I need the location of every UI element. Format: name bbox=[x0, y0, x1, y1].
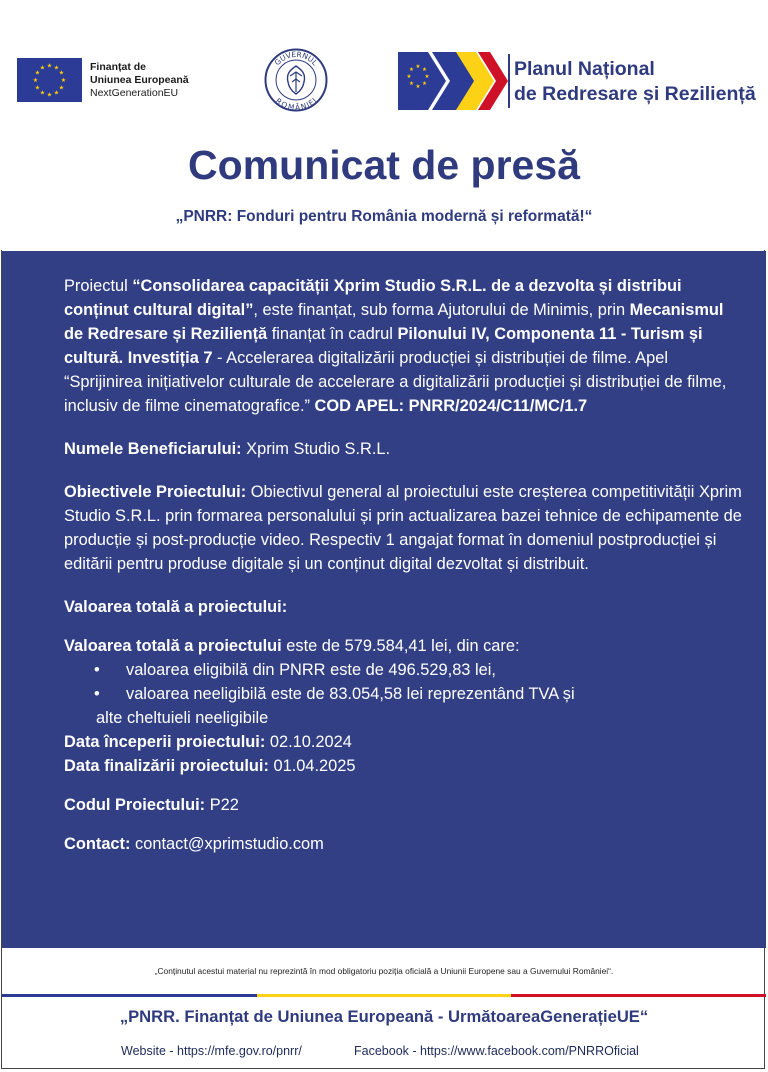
svg-text:★: ★ bbox=[34, 69, 41, 77]
project-code-value: P22 bbox=[205, 796, 239, 814]
intro-text-2: , este finanțat, sub forma Ajutorului de Minimis, prin bbox=[253, 301, 630, 319]
bullet-continuation: alte cheltuieli neeligibile bbox=[96, 709, 269, 727]
contact-email[interactable]: contact@xprimstudio.com bbox=[130, 835, 324, 853]
svg-text:★: ★ bbox=[53, 64, 60, 72]
svg-text:★: ★ bbox=[58, 84, 65, 92]
pnrr-emblem-icon bbox=[398, 50, 508, 112]
government-seal-icon bbox=[264, 48, 328, 112]
pillar-name: Pilonului IV, Componenta 11 - Turism și cultură. Investiția 7 bbox=[64, 325, 703, 367]
eu-logo-line1: Finanțat de bbox=[90, 60, 147, 73]
pnrr-divider bbox=[508, 54, 510, 108]
svg-text:★: ★ bbox=[415, 64, 421, 70]
svg-text:★: ★ bbox=[415, 84, 421, 90]
svg-text:★: ★ bbox=[60, 77, 67, 84]
start-date-line bbox=[64, 730, 744, 754]
project-code-label: Codul Proiectului: bbox=[64, 796, 206, 814]
beneficiary-value: Xprim Studio S.R.L. bbox=[241, 440, 391, 458]
svg-text:★: ★ bbox=[32, 77, 39, 84]
svg-text:★: ★ bbox=[424, 74, 430, 80]
list-item bbox=[64, 682, 744, 706]
svg-text:★: ★ bbox=[34, 84, 41, 92]
total-value: este de 579.584,41 lei, din care: bbox=[281, 637, 520, 655]
end-date-label: Data finalizării proiectului: bbox=[64, 757, 269, 775]
end-date-value: 01.04.2025 bbox=[268, 757, 356, 775]
total-label: Valoarea totală a proiectului bbox=[64, 637, 282, 655]
bullet-symbol: • bbox=[94, 661, 100, 679]
list-item bbox=[64, 658, 744, 682]
intro-text-3: finanțat în cadrul bbox=[267, 325, 398, 343]
total-heading-text: Valoarea totală a proiectului: bbox=[64, 598, 288, 616]
stripe-yellow bbox=[257, 994, 512, 997]
beneficiary-label: Numele Beneficiarului: bbox=[64, 440, 242, 458]
call-code: COD APEL: PNRR/2024/C11/MC/1.7 bbox=[314, 397, 588, 415]
gov-seal-text-bottom: ROMÂNIEI bbox=[273, 96, 319, 112]
eu-logo-line2: Uniunea Europeană bbox=[90, 73, 189, 86]
footer-title: „PNRR. Finanțat de Uniunea Europeană - UrmătoareaGenerațieUE“ bbox=[119, 1007, 649, 1026]
svg-text:★: ★ bbox=[58, 69, 65, 77]
svg-text:★: ★ bbox=[39, 89, 46, 97]
contact-line bbox=[64, 832, 744, 856]
eu-logo-text bbox=[90, 61, 189, 100]
intro-text-1: Proiectul bbox=[64, 277, 133, 295]
start-date-label: Data începerii proiectului: bbox=[64, 733, 266, 751]
svg-text:★: ★ bbox=[422, 67, 427, 73]
intro-text-4: - Accelerarea digitalizării producției și distribuției de filme. Apel “Sprijinirea inițiativelor culturale de accelerare a digitalizării producției și distribuției de filme, inclusiv de filme cinematografice.” bbox=[64, 349, 727, 415]
svg-text:★: ★ bbox=[406, 74, 412, 80]
total-line bbox=[64, 634, 744, 658]
svg-text:★: ★ bbox=[409, 67, 414, 73]
eu-logo bbox=[17, 58, 189, 102]
svg-text:★: ★ bbox=[46, 62, 53, 70]
intro-paragraph bbox=[64, 274, 744, 418]
project-name: “Consolidarea capacității Xprim Studio S.R.L. de a dezvolta și distribui conținut cultural digital” bbox=[64, 277, 682, 319]
total-heading bbox=[64, 595, 744, 619]
objectives-value: Obiectivul general al proiectului este creșterea competitivității Xprim Studio S.R.L. prin formarea personalului și prin actualizarea bazei tehnice de echipamente de producție și post-producție video. Respectiv 1 angajat format în domeniul postproducției și editării pentru produse digitale și un conținut digital dezvoltat și distribuit. bbox=[64, 483, 742, 573]
pnrr-logo-text bbox=[514, 57, 756, 107]
eu-logo-line3: NextGenerationEU bbox=[90, 86, 179, 99]
value-breakdown-list bbox=[64, 658, 744, 706]
objectives-paragraph bbox=[64, 480, 744, 576]
beneficiary-line bbox=[64, 437, 744, 461]
contact-label: Contact: bbox=[64, 835, 131, 853]
pnrr-line2: de Redresare și Reziliență bbox=[514, 83, 756, 105]
facebook-link[interactable]: Facebook - https://www.facebook.com/PNRROficial bbox=[354, 1044, 639, 1058]
bullet-symbol: • bbox=[94, 685, 100, 703]
svg-text:★: ★ bbox=[46, 91, 53, 99]
svg-text:★: ★ bbox=[53, 89, 60, 97]
mechanism-name: Mecanismul de Redresare și Reziliență bbox=[64, 301, 724, 343]
page-subtitle: „PNRR: Fonduri pentru România modernă și reformată!“ bbox=[175, 208, 593, 225]
website-link[interactable]: Website - https://mfe.gov.ro/pnrr/ bbox=[121, 1044, 302, 1058]
eligible-value: valoarea eligibilă din PNRR este de 496.529,83 lei, bbox=[126, 661, 496, 679]
project-code-line bbox=[64, 793, 744, 817]
stripe-blue bbox=[2, 994, 257, 997]
svg-text:★: ★ bbox=[422, 81, 427, 87]
objectives-label: Obiectivele Proiectului: bbox=[64, 483, 247, 501]
pnrr-line1: Planul Național bbox=[514, 58, 655, 80]
ineligible-value: valoarea neeligibilă este de 83.054,58 lei reprezentând TVA și bbox=[126, 685, 575, 703]
svg-text:★: ★ bbox=[409, 81, 414, 87]
stripe-red bbox=[511, 994, 766, 997]
header bbox=[0, 0, 768, 250]
end-date-line bbox=[64, 754, 744, 778]
gov-seal-text-top: GUVERNUL bbox=[272, 49, 320, 68]
tricolor-stripe bbox=[2, 994, 766, 997]
page-title: Comunicat de presă bbox=[188, 142, 580, 188]
press-release-body bbox=[64, 274, 744, 856]
eu-flag-icon bbox=[17, 58, 82, 102]
start-date-value: 02.10.2024 bbox=[265, 733, 352, 751]
disclaimer: „Conținutul acestui material nu reprezintă în mod obligatoriu poziția oficială a Uniunii Europene sau a Guvernului României“. bbox=[154, 966, 614, 976]
svg-text:★: ★ bbox=[39, 64, 46, 72]
